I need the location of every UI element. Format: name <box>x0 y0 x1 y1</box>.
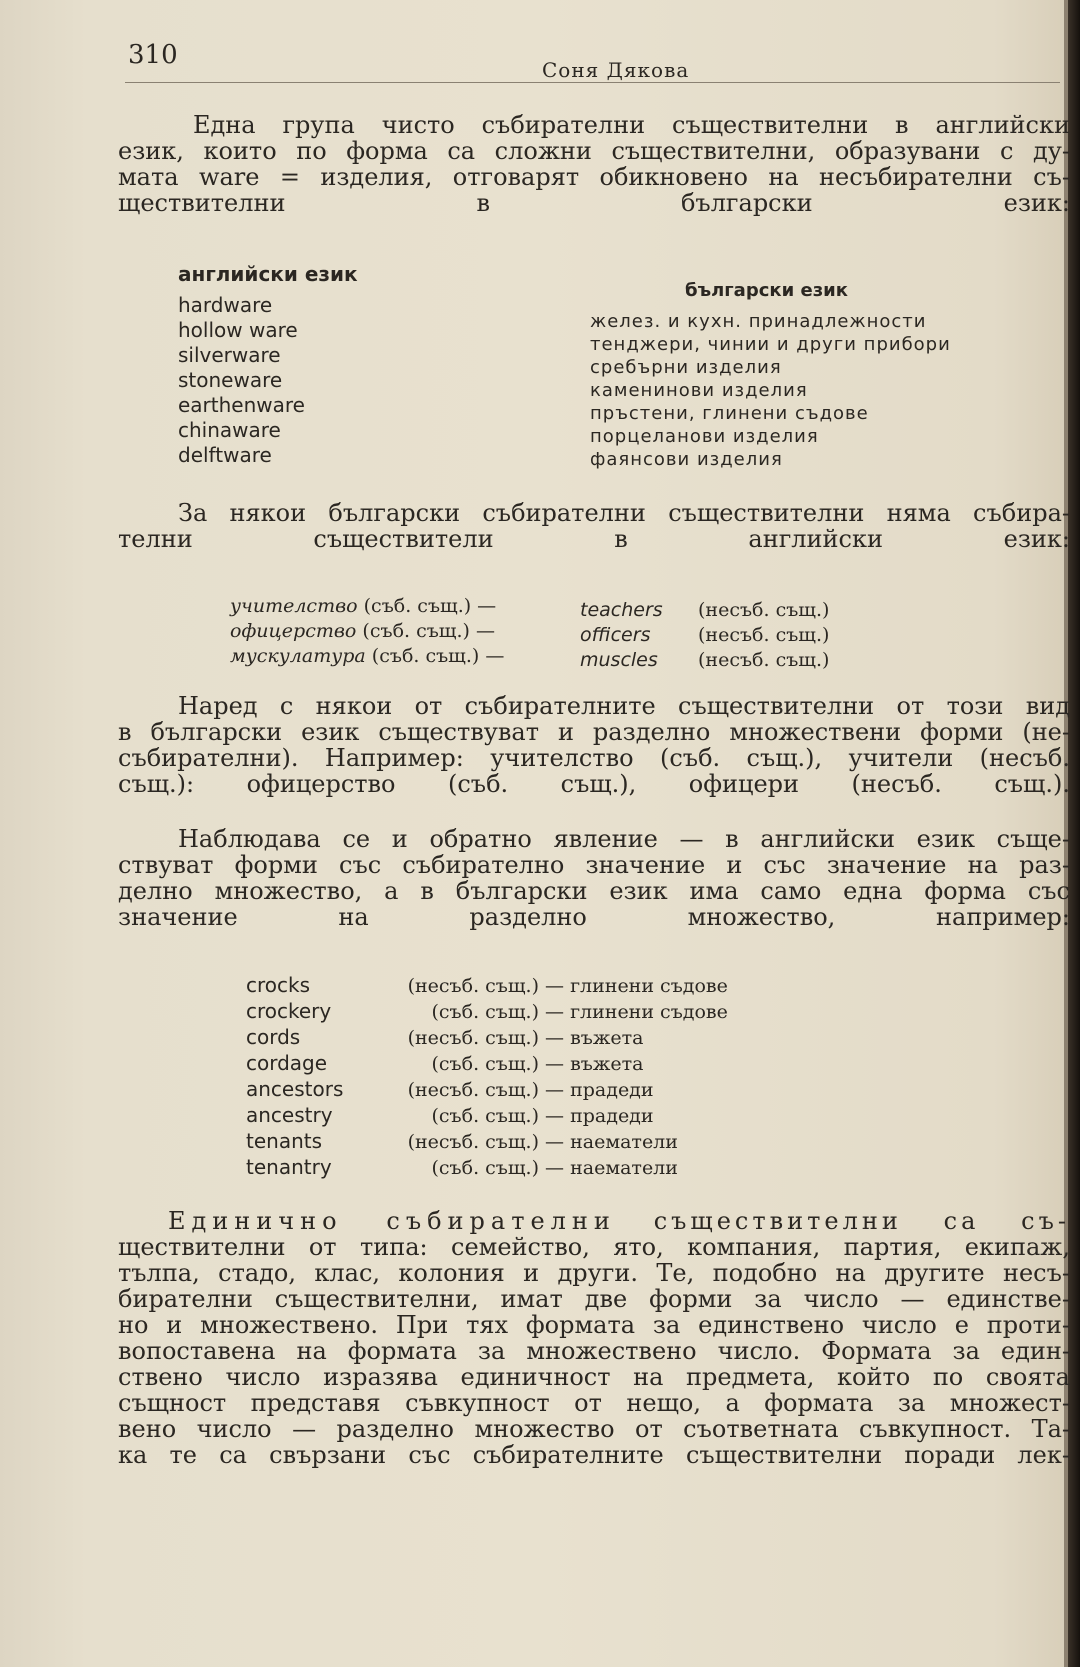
bulgarian-column <box>590 279 951 471</box>
table-row <box>246 1051 728 1077</box>
list-item: тенджери, чинии и други прибори <box>590 334 951 355</box>
example-note: (съб. същ.) — <box>363 595 497 617</box>
bulgarian-word: — въжета <box>545 1027 644 1049</box>
bulgarian-word: — глинени съдове <box>545 975 728 997</box>
list-item: stoneware <box>178 368 283 392</box>
text-line: мата ware = изделия, отговарят обикновено на несъбирателни съ- <box>118 163 1070 191</box>
example-note: (несъб. същ.) <box>698 649 830 671</box>
list-item: сребърни изделия <box>590 357 782 378</box>
bulgarian-word: — въжета <box>545 1053 644 1075</box>
example-row <box>230 619 504 644</box>
paragraph-2 <box>118 500 1070 552</box>
list-item: chinaware <box>178 418 281 442</box>
example-note: (несъб. същ.) <box>698 624 830 646</box>
example-word: teachers <box>580 599 663 621</box>
paragraph-1 <box>118 112 1070 216</box>
english-word: crocks <box>246 973 311 997</box>
examples-english <box>580 598 829 673</box>
list-item: hollow ware <box>178 318 298 342</box>
header-rule <box>125 82 1060 83</box>
text-line: ствуват форми със събирателно значение и със значение на раз- <box>118 851 1070 879</box>
word-note: (несъб. същ.) <box>407 1079 539 1101</box>
list-item: earthenware <box>178 393 305 417</box>
table-row <box>246 1103 728 1129</box>
example-word: officers <box>580 624 651 646</box>
english-word: ancestors <box>246 1077 344 1101</box>
lead-term: Единично събирателни <box>168 1207 616 1235</box>
text-span: съществителни са съ- <box>653 1207 1070 1235</box>
text-line: ществителни в български език: <box>118 189 1070 217</box>
paragraph-3 <box>118 693 1070 797</box>
example-row <box>230 644 504 669</box>
example-word: офицерство <box>230 620 357 642</box>
english-word: cordage <box>246 1051 328 1075</box>
example-row <box>580 623 829 648</box>
list-item: пръстени, глинени съдове <box>590 403 869 424</box>
table-row <box>246 1077 728 1103</box>
english-word: tenantry <box>246 1155 332 1179</box>
english-word: ancestry <box>246 1103 333 1127</box>
text-line: За някои български събирателни съществителни няма събира- <box>178 499 1070 527</box>
example-word: мускулатура <box>230 645 366 667</box>
text-line: значение на разделно множество, например: <box>118 903 1070 931</box>
english-column <box>178 262 358 468</box>
text-line <box>118 1208 1070 1234</box>
table-row <box>246 1129 728 1155</box>
text-line: делно множество, а в български език има само една форма със <box>118 877 1070 905</box>
text-line: ствено число изразява единичност на предмета, който по своята <box>118 1363 1070 1391</box>
list-item: silverware <box>178 343 281 367</box>
list-item: delftware <box>178 443 272 467</box>
running-title: Соня Дякова <box>542 58 690 82</box>
table-row <box>246 1025 728 1051</box>
english-word: cords <box>246 1025 301 1049</box>
table-row <box>246 1155 728 1181</box>
table-row <box>246 999 728 1025</box>
list-item: желез. и кухн. принадлежности <box>590 311 927 332</box>
text-line: Наред с някои от събирателните съществителни от този вид <box>178 692 1070 720</box>
list-item: каменинови изделия <box>590 380 808 401</box>
bulgarian-word: — наематели <box>545 1157 678 1179</box>
list-item: порцеланови изделия <box>590 426 819 447</box>
example-word: учителство <box>230 595 358 617</box>
paragraph-4 <box>118 826 1070 930</box>
text-line: събирателни). Например: учителство (съб. същ.), учители (несъб. <box>118 744 1070 772</box>
text-line: език, които по форма са сложни съществителни, образувани с ду- <box>118 137 1070 165</box>
text-line: ществителни от типа: семейство, ято, компания, партия, екипаж, <box>118 1233 1070 1261</box>
word-note: (съб. същ.) <box>431 1157 539 1179</box>
word-note: (съб. същ.) <box>431 1105 539 1127</box>
text-line: вено число — разделно множество от съответната съвкупност. Та- <box>118 1415 1070 1443</box>
word-note: (несъб. същ.) <box>407 975 539 997</box>
example-row <box>580 648 829 673</box>
example-note: (несъб. същ.) <box>698 599 830 621</box>
text-line: същност представя съвкупност от нещо, а формата за множест- <box>118 1389 1070 1417</box>
list-item: hardware <box>178 293 273 317</box>
bulgarian-word: — глинени съдове <box>545 1001 728 1023</box>
word-note: (несъб. същ.) <box>407 1131 539 1153</box>
text-line: телни съществители в английски език: <box>118 525 1070 553</box>
word-note: (съб. същ.) <box>431 1053 539 1075</box>
table-row <box>246 973 728 999</box>
paragraph-5 <box>118 1208 1070 1468</box>
example-row <box>230 594 504 619</box>
bulgarian-header: български език <box>685 280 848 301</box>
text-line: но и множествено. При тях формата за единствено число е проти- <box>118 1311 1070 1339</box>
text-line: вопоставена на формата за множествено число. Формата за един- <box>118 1337 1070 1365</box>
bulgarian-word: — прадеди <box>545 1079 654 1101</box>
example-row <box>580 598 829 623</box>
text-line: в български език съществуват и разделно множествени форми (не- <box>118 718 1070 746</box>
english-header: английски език <box>178 262 358 286</box>
text-line: Наблюдава се и обратно явление — в английски език съще- <box>178 825 1070 853</box>
list-item: фаянсови изделия <box>590 449 783 470</box>
example-note: (съб. същ.) — <box>371 645 505 667</box>
text-line: бирателни съществителни, имат две форми за число — единстве- <box>118 1285 1070 1313</box>
example-note: (съб. същ.) — <box>362 620 495 642</box>
word-table <box>246 973 728 1181</box>
word-note: (съб. същ.) <box>431 1001 539 1023</box>
english-word: crockery <box>246 999 332 1023</box>
text-line: същ.): офицерство (съб. същ.), офицери (несъб. същ.). <box>118 770 1070 798</box>
example-word: muscles <box>580 649 658 671</box>
text-line: ка те са свързани със събирателните съществителни поради лек- <box>118 1441 1070 1469</box>
word-note: (несъб. същ.) <box>407 1027 539 1049</box>
bulgarian-word: — наематели <box>545 1131 678 1153</box>
english-word: tenants <box>246 1129 323 1153</box>
text-line: тълпа, стадо, клас, колония и други. Те, подобно на другите несъ- <box>118 1259 1070 1287</box>
text-line: Една група чисто събирателни съществителни в английски <box>193 111 1070 139</box>
examples-bulgarian <box>230 594 504 669</box>
page-number: 310 <box>128 40 178 70</box>
bulgarian-word: — прадеди <box>545 1105 654 1127</box>
